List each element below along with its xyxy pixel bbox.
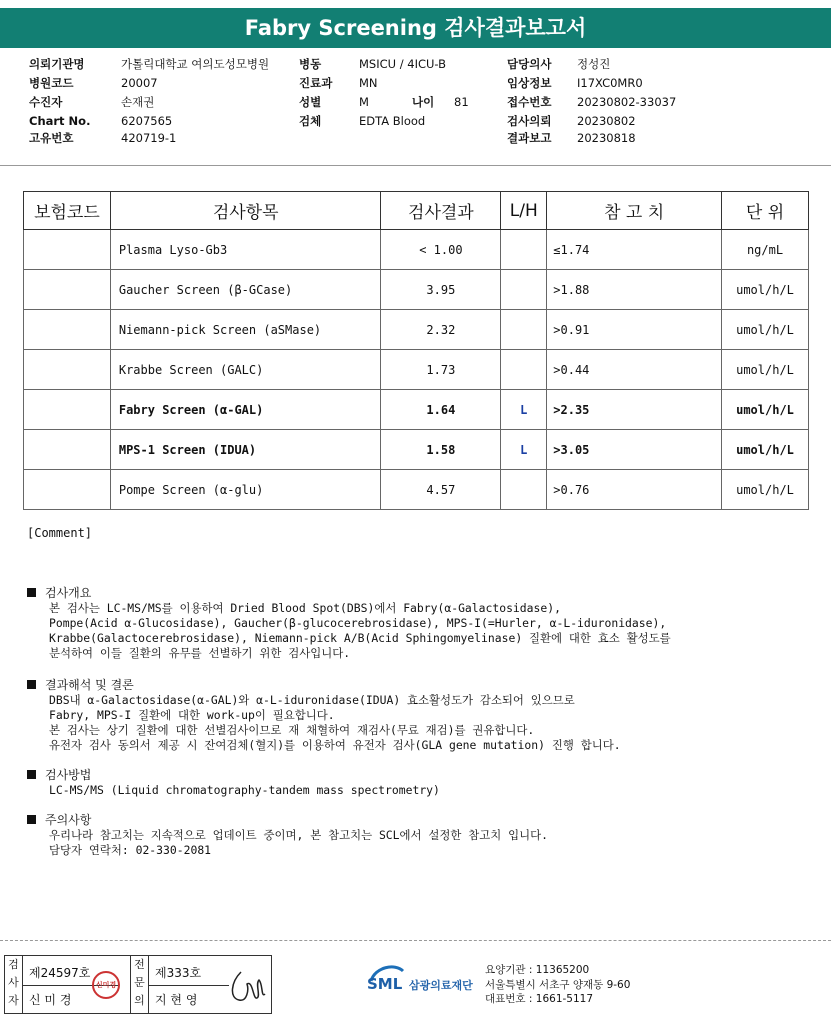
cell-item: Pompe Screen (α-glu)	[110, 470, 381, 510]
info-label-age: 나이	[412, 95, 435, 109]
info-divider	[0, 165, 831, 166]
table-header-row	[24, 192, 809, 230]
info-value: 420719-1	[121, 131, 177, 145]
cell-item: Fabry Screen (α-GAL)	[110, 390, 381, 430]
section-heading	[27, 766, 440, 783]
info-label: 수진자	[29, 95, 63, 109]
cell-reference: >0.91	[547, 310, 722, 350]
cell-reference: >3.05	[547, 430, 722, 470]
signature-scribble	[227, 962, 267, 1008]
info-label: 담당의사	[507, 57, 552, 71]
report-section	[27, 811, 548, 858]
info-col-2	[299, 55, 469, 131]
section-line: Krabbe(Galactocerebrosidase), Niemann-pick A/B(Acid Sphingomyelinase) 질환에 대한 효소 활성도를	[49, 631, 671, 645]
info-label: 의뢰기관명	[29, 57, 85, 71]
info-label: 결과보고	[507, 131, 552, 145]
cell-code	[24, 470, 111, 510]
section-heading	[27, 676, 621, 693]
info-label: 검체	[299, 114, 322, 128]
info-value: 정성진	[577, 57, 611, 71]
cell-code	[24, 310, 111, 350]
info-label: 성별	[299, 95, 322, 109]
cell-flag	[501, 350, 547, 390]
cell-code	[24, 350, 111, 390]
org-name: 삼광의료재단	[409, 979, 473, 992]
section-line: 우리나라 참고치는 지속적으로 업데이트 중이며, 본 참고치는 SCL에서 설정한 참고치 입니다.	[49, 828, 548, 842]
cell-flag	[501, 270, 547, 310]
section-title: 검사방법	[45, 768, 92, 782]
cell-result: < 1.00	[381, 230, 501, 270]
cell-reference: >0.76	[547, 470, 722, 510]
info-label: Chart No.	[29, 114, 91, 128]
section-line: Pompe(Acid α-Glucosidase), Gaucher(β-glucocerebrosidase), MPS-I(=Hurler, α-L-iduronidase),	[49, 616, 667, 630]
org-phone: 대표번호 : 1661-5117	[485, 993, 594, 1005]
bullet-square-icon	[27, 815, 36, 824]
table-row	[24, 310, 809, 350]
table-row	[24, 270, 809, 310]
bullet-square-icon	[27, 770, 36, 779]
cell-unit: umol/h/L	[722, 470, 809, 510]
info-label: 진료과	[299, 76, 333, 90]
cell-result: 1.64	[381, 390, 501, 430]
org-details	[485, 963, 630, 1007]
cell-code	[24, 230, 111, 270]
cell-unit: umol/h/L	[722, 270, 809, 310]
info-value: 20007	[121, 76, 158, 90]
info-label: 고유번호	[29, 131, 74, 145]
footer-divider	[0, 940, 831, 942]
info-value: 6207565	[121, 114, 173, 128]
info-label: 접수번호	[507, 95, 552, 109]
cell-flag: L	[501, 390, 547, 430]
col-header-unit: 단 위	[722, 192, 809, 230]
info-value: 20230802-33037	[577, 95, 677, 109]
seal-stamp: 신미경	[92, 971, 120, 999]
cell-result: 4.57	[381, 470, 501, 510]
logo-text: SML	[367, 975, 403, 993]
report-section	[27, 584, 671, 661]
cell-result: 1.73	[381, 350, 501, 390]
section-line: 유전자 검사 동의서 제공 시 잔여검체(혈지)를 이용하여 유전자 검사(GLA gene mutation) 진행 합니다.	[49, 738, 621, 752]
col-header-reference: 참 고 치	[547, 192, 722, 230]
info-label: 임상정보	[507, 76, 552, 90]
table-row	[24, 470, 809, 510]
cell-unit: umol/h/L	[722, 430, 809, 470]
cell-flag	[501, 230, 547, 270]
section-heading	[27, 811, 548, 828]
section-line: 분석하여 이들 질환의 유무를 선별하기 위한 검사입니다.	[49, 646, 351, 660]
cell-code	[24, 430, 111, 470]
cell-item: MPS-1 Screen (IDUA)	[110, 430, 381, 470]
bullet-square-icon	[27, 588, 36, 597]
table-row	[24, 230, 809, 270]
col-header-code: 보험코드	[24, 192, 111, 230]
info-value: MSICU / 4ICU-B	[359, 57, 447, 71]
signature-box	[4, 955, 272, 1014]
info-value: M	[359, 95, 369, 109]
report-section	[27, 766, 440, 798]
section-title: 주의사항	[45, 813, 92, 827]
org-address: 서울특별시 서초구 양재동 9-60	[485, 978, 631, 991]
section-line: DBS내 α-Galactosidase(α-GAL)와 α-L-iduronidase(IDUA) 효소활성도가 감소되어 있으므로	[49, 693, 575, 707]
info-col-3	[507, 55, 676, 148]
cell-reference: >1.88	[547, 270, 722, 310]
cell-reference: >2.35	[547, 390, 722, 430]
section-line: 담당자 연락처: 02-330-2081	[49, 843, 212, 857]
col-header-item: 검사항목	[110, 192, 381, 230]
table-row	[24, 390, 809, 430]
info-label: 병동	[299, 57, 322, 71]
section-line: 본 검사는 상기 질환에 대한 선별검사이므로 재 채혈하여 재검사(무료 재검)를 권유합니다.	[49, 723, 535, 737]
cell-code	[24, 390, 111, 430]
info-value: MN	[359, 76, 378, 90]
info-value-age: 81	[454, 95, 469, 109]
org-code: 요양기관 : 11365200	[485, 964, 590, 976]
info-value: 가톨릭대학교 여의도성모병원	[121, 57, 270, 71]
info-col-1	[29, 55, 269, 148]
col-header-result: 검사결과	[381, 192, 501, 230]
cell-unit: ng/mL	[722, 230, 809, 270]
col-header-flag: L/H	[501, 192, 547, 230]
info-value: 손재권	[121, 95, 155, 109]
specialist-license: 제333호	[155, 966, 202, 980]
examiner-label: 검사자	[5, 956, 23, 1013]
table-row	[24, 430, 809, 470]
cell-unit: umol/h/L	[722, 350, 809, 390]
cell-flag: L	[501, 430, 547, 470]
section-line: 본 검사는 LC-MS/MS를 이용하여 Dried Blood Spot(DBS)에서 Fabry(α-Galactosidase),	[49, 601, 561, 615]
cell-reference: >0.44	[547, 350, 722, 390]
cell-flag	[501, 470, 547, 510]
cell-code	[24, 270, 111, 310]
cell-item: Gaucher Screen (β-GCase)	[110, 270, 381, 310]
cell-result: 2.32	[381, 310, 501, 350]
comment-label: [Comment]	[27, 526, 93, 540]
info-value: 20230818	[577, 131, 636, 145]
report-section	[27, 676, 621, 753]
section-line: LC-MS/MS (Liquid chromatography-tandem mass spectrometry)	[49, 783, 440, 797]
section-line: Fabry, MPS-I 질환에 대한 work-up이 필요합니다.	[49, 708, 335, 722]
report-title: Fabry Screening 검사결과보고서	[0, 8, 831, 48]
examiner-name: 신 미 경	[29, 993, 72, 1007]
cell-result: 3.95	[381, 270, 501, 310]
info-value: I17XC0MR0	[577, 76, 643, 90]
info-value: EDTA Blood	[359, 114, 426, 128]
cell-unit: umol/h/L	[722, 390, 809, 430]
table-row	[24, 350, 809, 390]
cell-unit: umol/h/L	[722, 310, 809, 350]
bullet-square-icon	[27, 680, 36, 689]
results-table	[23, 191, 809, 510]
examiner-license: 제24597호	[29, 966, 91, 980]
specialist-row-divider	[149, 985, 229, 986]
info-label: 검사의뢰	[507, 114, 552, 128]
section-title: 결과해석 및 결론	[45, 678, 134, 692]
cell-result: 1.58	[381, 430, 501, 470]
cell-item: Krabbe Screen (GALC)	[110, 350, 381, 390]
section-heading	[27, 584, 671, 601]
section-title: 검사개요	[45, 586, 92, 600]
org-logo	[367, 963, 405, 1001]
cell-item: Niemann-pick Screen (aSMase)	[110, 310, 381, 350]
cell-reference: ≤1.74	[547, 230, 722, 270]
info-label: 병원코드	[29, 76, 74, 90]
specialist-name: 지 현 영	[155, 993, 198, 1007]
cell-item: Plasma Lyso-Gb3	[110, 230, 381, 270]
info-value: 20230802	[577, 114, 636, 128]
cell-flag	[501, 310, 547, 350]
specialist-label: 전문의	[131, 956, 149, 1013]
